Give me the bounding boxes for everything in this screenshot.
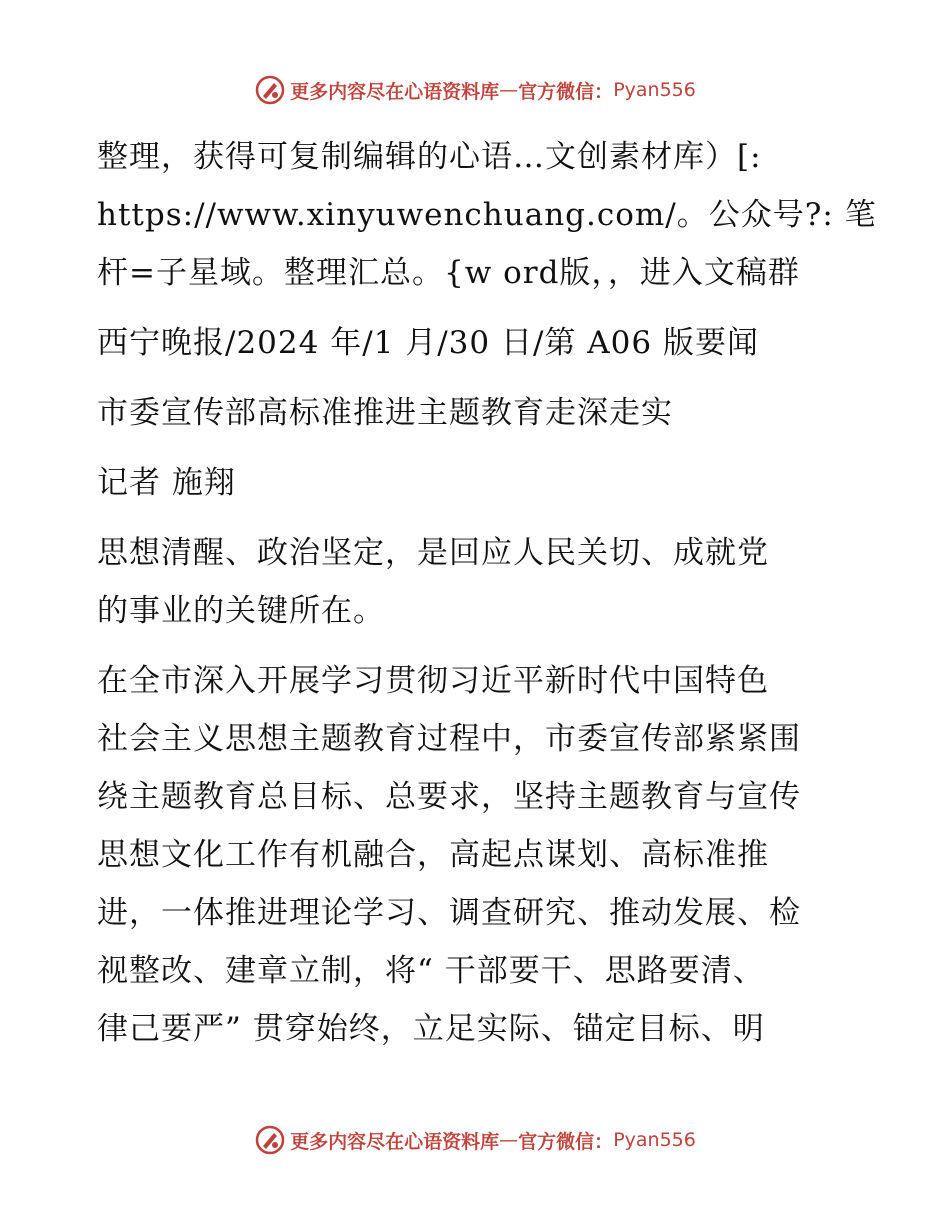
banner-contact-label: 官方微信： [518, 80, 614, 103]
text-line: 在全市深入开展学习贯彻习近平新时代中国特色 [97, 662, 769, 699]
banner-contact-id: Pyan556 [613, 79, 696, 101]
banner-contact-label: 官方微信： [518, 1130, 614, 1153]
article-title: 市委宣传部高标准推进主题教育走深走实 [97, 394, 673, 431]
text-line: 思想文化工作有机融合，高起点谋划、高标准推 [97, 836, 769, 873]
text-line: 杆=子星域。整理汇总。{w ord版，，进入文稿群 [97, 254, 800, 291]
text-line: 思想清醒、政治坚定，是回应人民关切、成就党 [97, 534, 769, 571]
header-banner [0, 70, 950, 110]
text-line: 绕主题教育总目标、总要求，坚持主题教育与宣传 [97, 778, 801, 815]
publication-info: 西宁晚报/2024 年/1 月/30 日/第 A06 版要闻 [97, 324, 759, 361]
text-line: 进，一体推进理论学习、调查研究、推动发展、检 [97, 894, 801, 931]
text-line: 的事业的关键所在。 [97, 592, 385, 629]
document-body [97, 128, 877, 1058]
banner-text: 更多内容尽在心语资料库 [290, 80, 500, 103]
text-line: 整理，获得可复制编辑的心语…文创素材库）[: [97, 138, 762, 175]
banner-contact-id: Pyan556 [613, 1129, 696, 1151]
text-line: 视整改、建章立制，将“ 干部要干、思路要清、 [97, 952, 765, 989]
article-author: 记者 施翔 [97, 464, 236, 501]
banner-text: 更多内容尽在心语资料库 [290, 1130, 500, 1153]
banner-separator: — [499, 79, 519, 101]
footer-banner [0, 1120, 950, 1160]
text-line: https://www.xinyuwenchuang.com/。公众号?: 笔 [97, 196, 877, 233]
text-line: 社会主义思想主题教育过程中，市委宣传部紧紧围 [97, 720, 801, 757]
logo-icon [254, 74, 286, 106]
text-line: 律己要严” 贯穿始终，立足实际、锚定目标、明 [97, 1010, 765, 1047]
logo-icon [254, 1124, 286, 1156]
banner-separator: — [499, 1129, 519, 1151]
